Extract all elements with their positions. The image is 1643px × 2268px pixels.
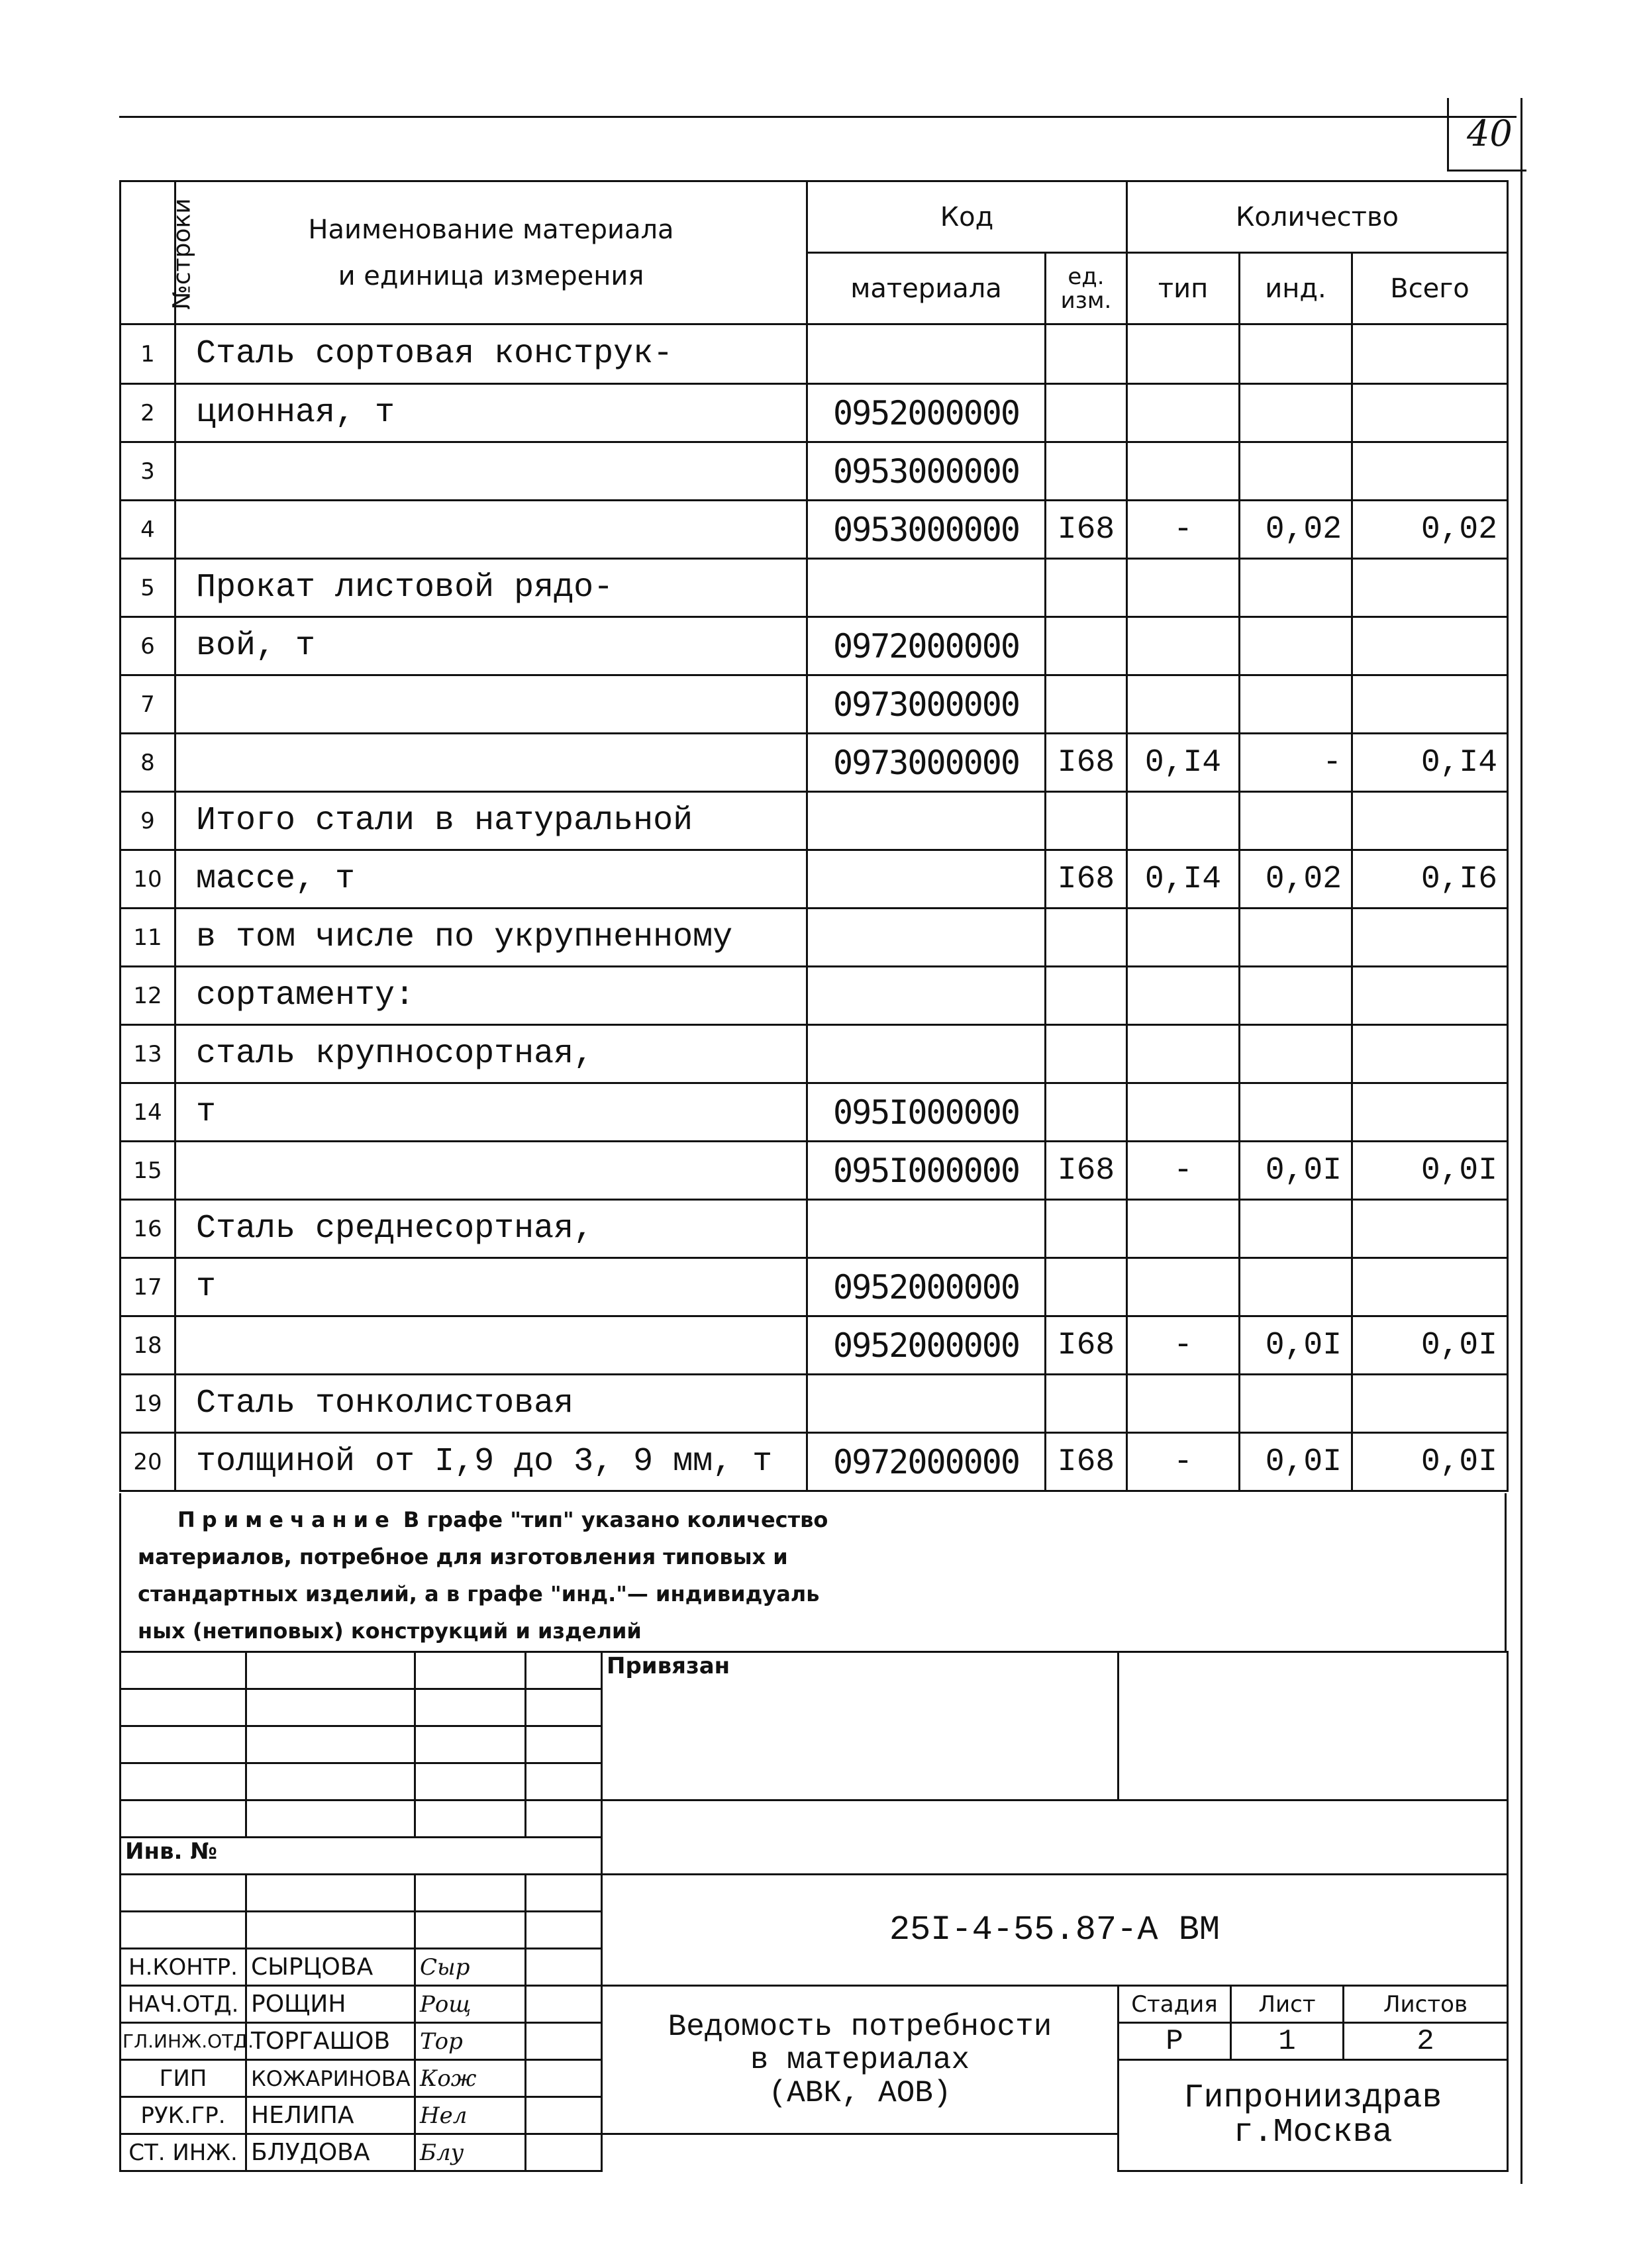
material-name: Прокат листовой рядо- (175, 559, 807, 617)
signature-mark: Блу (415, 2134, 526, 2171)
row-number: 6 (121, 617, 175, 675)
table-row (121, 1433, 1508, 1491)
material-name (175, 1316, 807, 1375)
organization-line1: Гипронииздрав (1183, 2079, 1442, 2117)
material-name: массе, т (175, 850, 807, 909)
material-name: в том числе по укрупненному (175, 909, 807, 967)
header-row-no (121, 181, 196, 324)
header-material-code: материала (807, 253, 1046, 324)
privyazan-label: Привязан (602, 1652, 1119, 1800)
header-unit-line1: ед. (1068, 263, 1105, 290)
qty-total (1352, 1083, 1508, 1142)
material-name: т (175, 1083, 807, 1142)
material-name: т (175, 1258, 807, 1316)
table-row (121, 1200, 1508, 1258)
qty-total (1352, 384, 1508, 442)
material-name (175, 501, 807, 559)
material-code: 0952000000 (807, 384, 1046, 442)
qty-ind (1240, 384, 1352, 442)
note-line3: стандартных изделий, а в графе "инд."— индивидуаль (138, 1581, 820, 1606)
qty-total (1352, 1375, 1508, 1433)
document-title-line2: в материалах (750, 2042, 970, 2077)
material-name: толщиной от I,9 до 3, 9 мм, т (175, 1433, 807, 1491)
signature-name: КОЖАРИНОВА (246, 2060, 415, 2097)
signature-role: ГЛ.ИНЖ.ОТД. (121, 2023, 246, 2060)
signature-role: НАЧ.ОТД. (121, 1986, 246, 2023)
material-code (807, 324, 1046, 384)
qty-total (1352, 559, 1508, 617)
header-name (175, 181, 807, 324)
material-code (807, 1375, 1046, 1433)
row-number: 3 (121, 442, 175, 501)
signature-mark: Тор (415, 2023, 526, 2060)
qty-ind (1240, 1083, 1352, 1142)
qty-ind (1240, 1258, 1352, 1316)
row-number: 5 (121, 559, 175, 617)
table-row (121, 324, 1508, 384)
unit-code (1046, 617, 1127, 675)
qty-ind (1240, 1200, 1352, 1258)
material-code: 0972000000 (807, 617, 1046, 675)
material-name (175, 1142, 807, 1200)
material-code: 0973000000 (807, 734, 1046, 792)
table-row (121, 967, 1508, 1025)
header-total: Всего (1352, 253, 1508, 324)
qty-typ (1127, 1083, 1240, 1142)
qty-total: 0,0I (1352, 1142, 1508, 1200)
row-number: 20 (121, 1433, 175, 1491)
material-name: Сталь среднесортная, (175, 1200, 807, 1258)
qty-ind: 0,0I (1240, 1433, 1352, 1491)
qty-ind: 0,0I (1240, 1316, 1352, 1375)
qty-ind (1240, 1375, 1352, 1433)
material-code (807, 909, 1046, 967)
qty-ind (1240, 442, 1352, 501)
signature-name: ТОРГАШОВ (246, 2023, 415, 2060)
page-number: 40 (1467, 113, 1513, 154)
note-box (119, 1493, 1507, 1651)
material-code: 0952000000 (807, 1316, 1046, 1375)
material-name (175, 675, 807, 734)
unit-code: I68 (1046, 850, 1127, 909)
unit-code: I68 (1046, 501, 1127, 559)
qty-ind (1240, 967, 1352, 1025)
qty-total (1352, 1025, 1508, 1083)
unit-code (1046, 1083, 1127, 1142)
material-name: Итого стали в натуральной (175, 792, 807, 850)
qty-typ: - (1127, 1433, 1240, 1491)
table-row (121, 1083, 1508, 1142)
blank-area (602, 1800, 1508, 1875)
qty-ind: 0,02 (1240, 850, 1352, 909)
qty-typ (1127, 1025, 1240, 1083)
signature-row (121, 1986, 1508, 2023)
material-code (807, 850, 1046, 909)
header-unit-line2: изм. (1060, 287, 1112, 314)
header-ind: инд. (1240, 253, 1352, 324)
top-rule (119, 116, 1517, 118)
corner-box-left (1447, 98, 1449, 170)
qty-total (1352, 617, 1508, 675)
qty-ind (1240, 1025, 1352, 1083)
qty-typ (1127, 967, 1240, 1025)
qty-typ: - (1127, 1142, 1240, 1200)
unit-code: I68 (1046, 1142, 1127, 1200)
qty-total (1352, 909, 1508, 967)
material-name: сортаменту: (175, 967, 807, 1025)
material-code: 0952000000 (807, 1258, 1046, 1316)
material-code: 0973000000 (807, 675, 1046, 734)
unit-code: I68 (1046, 1433, 1127, 1491)
note-line2: материалов, потребное для изготовления типовых и (138, 1544, 788, 1569)
qty-typ (1127, 1258, 1240, 1316)
signature-mark: Кож (415, 2060, 526, 2097)
qty-total (1352, 792, 1508, 850)
row-number: 2 (121, 384, 175, 442)
sheets-label: Листов (1344, 1986, 1508, 2023)
row-number: 16 (121, 1200, 175, 1258)
signature-role: ГИП (121, 2060, 246, 2097)
table-row (121, 1316, 1508, 1375)
right-frame-rule (1520, 98, 1522, 2184)
qty-ind (1240, 675, 1352, 734)
row-number: 17 (121, 1258, 175, 1316)
document-title (602, 1986, 1119, 2134)
qty-ind: 0,0I (1240, 1142, 1352, 1200)
qty-typ (1127, 1200, 1240, 1258)
signature-mark: Рощ (415, 1986, 526, 2023)
privyazan-right (1119, 1652, 1508, 1800)
qty-ind: - (1240, 734, 1352, 792)
signature-mark: Сыр (415, 1949, 526, 1986)
header-name-line1: Наименование материала (308, 214, 674, 245)
row-number: 12 (121, 967, 175, 1025)
unit-code (1046, 675, 1127, 734)
unit-code (1046, 1375, 1127, 1433)
qty-typ (1127, 675, 1240, 734)
table-row (121, 1142, 1508, 1200)
signature-role: РУК.ГР. (121, 2097, 246, 2134)
unit-code: I68 (1046, 734, 1127, 792)
qty-ind (1240, 617, 1352, 675)
header-typ: тип (1127, 253, 1240, 324)
row-number: 11 (121, 909, 175, 967)
table-row (121, 675, 1508, 734)
qty-total: 0,02 (1352, 501, 1508, 559)
qty-typ: 0,I4 (1127, 734, 1240, 792)
document-title-line1: Ведомость потребности (668, 2009, 1052, 2044)
qty-ind: 0,02 (1240, 501, 1352, 559)
row-number: 4 (121, 501, 175, 559)
signature-name: БЛУДОВА (246, 2134, 415, 2171)
qty-typ (1127, 324, 1240, 384)
note-text (138, 1501, 1065, 1650)
qty-total (1352, 324, 1508, 384)
materials-table-body (121, 324, 1508, 1491)
sheet-value: 1 (1231, 2023, 1344, 2060)
sheets-value: 2 (1344, 2023, 1508, 2060)
material-name: Сталь тонколистовая (175, 1375, 807, 1433)
table-row (121, 384, 1508, 442)
note-line4: ных (нетиповых) конструкций и изделий (138, 1618, 642, 1644)
row-number: 1 (121, 324, 175, 384)
material-name: сталь крупносортная, (175, 1025, 807, 1083)
unit-code (1046, 967, 1127, 1025)
note-line1: В графе "тип" указано количество (403, 1507, 828, 1532)
unit-code (1046, 324, 1127, 384)
row-number: 19 (121, 1375, 175, 1433)
material-code: 095I000000 (807, 1083, 1046, 1142)
table-row (121, 734, 1508, 792)
materials-table (119, 180, 1509, 1492)
material-name: вой, т (175, 617, 807, 675)
qty-total: 0,0I (1352, 1433, 1508, 1491)
table-row (121, 442, 1508, 501)
material-name (175, 734, 807, 792)
qty-total (1352, 967, 1508, 1025)
qty-typ (1127, 617, 1240, 675)
material-code (807, 559, 1046, 617)
signature-mark: Нел (415, 2097, 526, 2134)
qty-total (1352, 1200, 1508, 1258)
material-code: 0953000000 (807, 442, 1046, 501)
unit-code (1046, 1025, 1127, 1083)
document-code: 25I-4-55.87-А ВМ (602, 1875, 1508, 1986)
unit-code (1046, 909, 1127, 967)
inv-no-label: Инв. № (121, 1838, 602, 1875)
qty-total (1352, 442, 1508, 501)
table-row (121, 909, 1508, 967)
signature-name: НЕЛИПА (246, 2097, 415, 2134)
table-row (121, 559, 1508, 617)
table-row (121, 850, 1508, 909)
material-code: 095I000000 (807, 1142, 1046, 1200)
title-block (119, 1651, 1509, 2172)
row-number: 13 (121, 1025, 175, 1083)
qty-typ (1127, 384, 1240, 442)
material-code (807, 792, 1046, 850)
signature-name: РОЩИН (246, 1986, 415, 2023)
qty-typ (1127, 442, 1240, 501)
unit-code (1046, 384, 1127, 442)
qty-total (1352, 675, 1508, 734)
qty-ind (1240, 324, 1352, 384)
table-row (121, 1258, 1508, 1316)
organization-line2: г.Москва (1233, 2113, 1393, 2151)
unit-code (1046, 442, 1127, 501)
row-number: 14 (121, 1083, 175, 1142)
qty-typ: 0,I4 (1127, 850, 1240, 909)
qty-typ (1127, 909, 1240, 967)
material-code (807, 1025, 1046, 1083)
stage-value: Р (1119, 2023, 1231, 2060)
signature-role: Н.КОНТР. (121, 1949, 246, 1986)
sheet-label: Лист (1231, 1986, 1344, 2023)
material-name (175, 442, 807, 501)
signature-role: СТ. ИНЖ. (121, 2134, 246, 2171)
header-name-line2: и единица измерения (338, 260, 644, 291)
qty-typ: - (1127, 501, 1240, 559)
qty-typ (1127, 1375, 1240, 1433)
header-unit (1046, 253, 1127, 324)
row-number: 10 (121, 850, 175, 909)
stage-label: Стадия (1119, 1986, 1231, 2023)
row-number: 7 (121, 675, 175, 734)
material-name: Сталь сортовая конструк- (175, 324, 807, 384)
unit-code (1046, 559, 1127, 617)
header-code-group: Код (807, 181, 1127, 253)
qty-typ: - (1127, 1316, 1240, 1375)
row-number: 8 (121, 734, 175, 792)
unit-code (1046, 792, 1127, 850)
material-code (807, 1200, 1046, 1258)
row-number: 18 (121, 1316, 175, 1375)
qty-total: 0,I6 (1352, 850, 1508, 909)
material-code: 0972000000 (807, 1433, 1046, 1491)
header-qty-group: Количество (1127, 181, 1508, 253)
qty-total: 0,I4 (1352, 734, 1508, 792)
table-row (121, 792, 1508, 850)
organization (1119, 2060, 1508, 2171)
material-code: 0953000000 (807, 501, 1046, 559)
qty-typ (1127, 792, 1240, 850)
unit-code: I68 (1046, 1316, 1127, 1375)
header-row-no-label: №строки (168, 197, 196, 310)
qty-ind (1240, 559, 1352, 617)
signature-name: СЫРЦОВА (246, 1949, 415, 1986)
row-number: 9 (121, 792, 175, 850)
document-title-line3: (АВК, АОВ) (768, 2075, 952, 2110)
qty-ind (1240, 909, 1352, 967)
material-name: ционная, т (175, 384, 807, 442)
table-row (121, 1375, 1508, 1433)
material-code (807, 967, 1046, 1025)
unit-code (1046, 1200, 1127, 1258)
table-row (121, 1025, 1508, 1083)
note-label: Примечание (177, 1507, 396, 1532)
corner-box-bottom (1447, 170, 1526, 172)
qty-total: 0,0I (1352, 1316, 1508, 1375)
table-row (121, 501, 1508, 559)
row-number: 15 (121, 1142, 175, 1200)
table-row (121, 617, 1508, 675)
qty-total (1352, 1258, 1508, 1316)
qty-ind (1240, 792, 1352, 850)
unit-code (1046, 1258, 1127, 1316)
qty-typ (1127, 559, 1240, 617)
